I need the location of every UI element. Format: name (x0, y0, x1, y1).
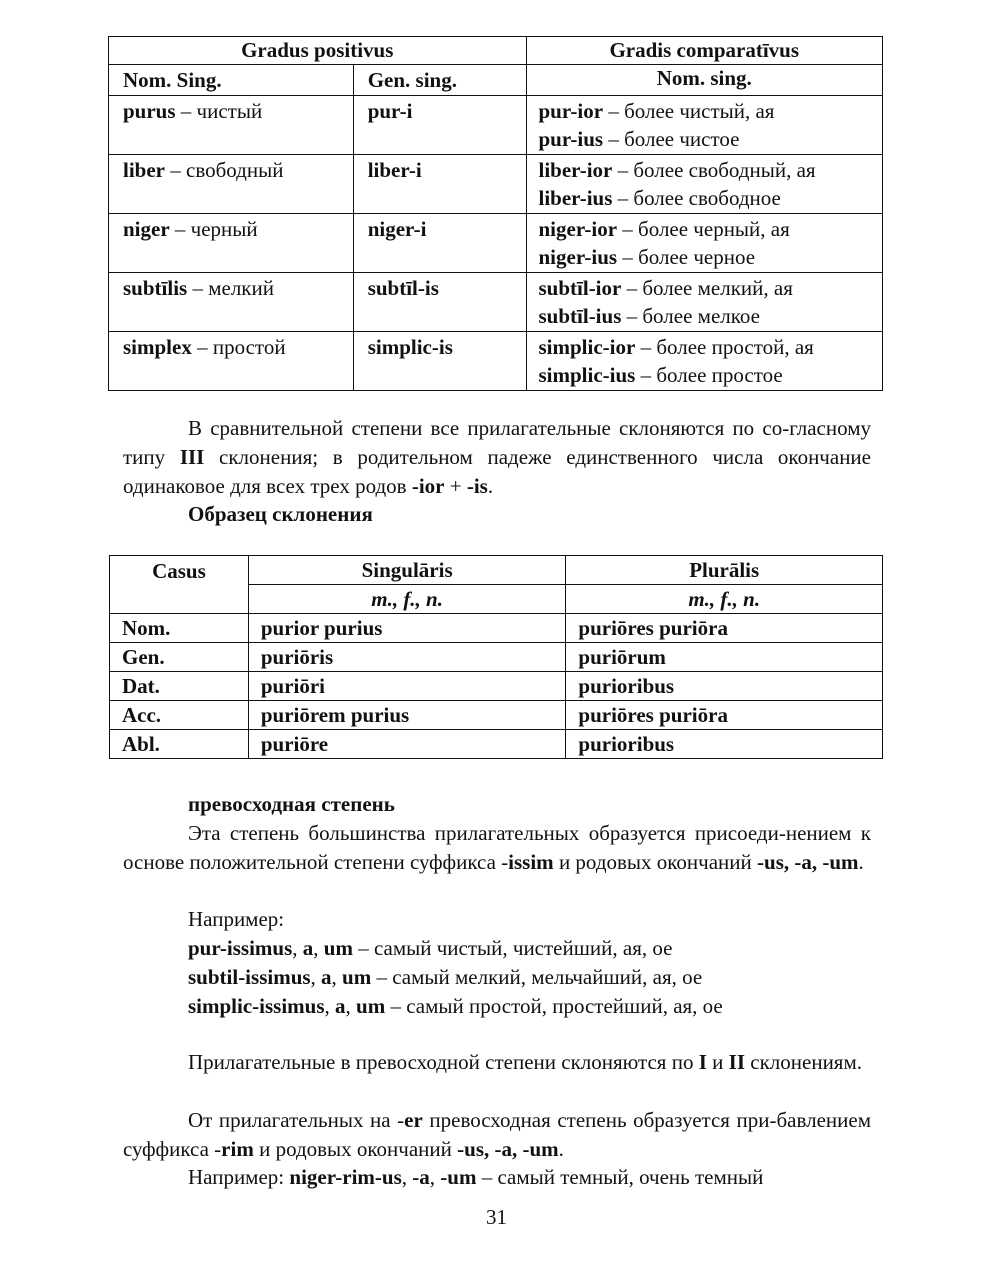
superlative-heading: превосходная степень (188, 792, 395, 816)
comp-neut-rus: – более черное (617, 245, 756, 269)
col-pluralis: Plurālis (566, 556, 883, 585)
comp-neut: simplic-ius (538, 363, 636, 387)
header-positive: Gradus positivus (109, 37, 527, 65)
table-row (110, 614, 883, 643)
latin-word: simplex (123, 335, 192, 359)
text: склонениям. (745, 1050, 863, 1074)
cell-genitive: niger-i (353, 214, 526, 273)
latin-word: niger (123, 217, 170, 241)
comp-neut-rus: – более мелкое (621, 304, 760, 328)
text: и родовых окончаний (253, 1137, 458, 1161)
table-row (110, 701, 883, 730)
gender-plural: m., f., n. (566, 585, 883, 614)
separator: , (331, 965, 343, 989)
text: Эта степень большинства прилагательных образуется присоеди-нением к основе положительной степени суффикса - (123, 821, 871, 874)
comp-masc: pur-ior (538, 99, 604, 123)
gender-singular: m., f., n. (248, 585, 566, 614)
bold-text: -um (440, 1165, 477, 1189)
comp-neut: subtīl-ius (538, 304, 622, 328)
comp-neut: niger-ius (538, 245, 618, 269)
example-line (188, 934, 672, 963)
translation: – свободный (165, 158, 284, 182)
bold-text: rim (221, 1137, 254, 1161)
translation: – самый простой, простейший, ая, ое (385, 994, 723, 1018)
example-line (188, 992, 723, 1021)
text: , (429, 1165, 441, 1189)
bold-text: niger-rim-us (289, 1165, 402, 1189)
plural-form: purioribus (566, 730, 883, 759)
col-comp-nom: Nom. sing. (526, 65, 883, 96)
text: превосходная степень образуется при-бавлением суффикса - (123, 1108, 871, 1161)
latin-word: simplic-issimus (188, 994, 325, 1018)
translation: – самый чистый, чистейший, ая, ое (352, 936, 673, 960)
text: склонения; в родительном падеже единственного числа окончание одинаковое для всех трех родов (123, 445, 871, 498)
cell-comparative (526, 214, 883, 273)
table-row (109, 332, 883, 391)
text: – самый темный, очень темный (476, 1165, 764, 1189)
translation: – самый мелкий, мельчайший, ая, ое (371, 965, 703, 989)
text: От прилагательных на - (188, 1108, 405, 1132)
col-casus: Casus (110, 556, 249, 614)
bold-text: -ior (411, 474, 445, 498)
table-row (110, 672, 883, 701)
ending: a (335, 994, 346, 1018)
table-row (109, 155, 883, 214)
separator: , (310, 965, 322, 989)
comp-masc-rus: – более чистый, ая (603, 99, 775, 123)
comp-masc: simplic-ior (538, 335, 636, 359)
ending: um (323, 936, 353, 960)
singular-form: puriōrem purius (248, 701, 566, 730)
translation: – чистый (175, 99, 263, 123)
bold-text: III (179, 445, 205, 469)
plural-form: puriōres puriōra (566, 701, 883, 730)
cell-genitive: subtīl-is (353, 273, 526, 332)
cell-positive (109, 96, 354, 155)
case-name: Acc. (110, 701, 249, 730)
plural-form: puriōrum (566, 643, 883, 672)
text: . (487, 474, 494, 498)
cell-positive (109, 155, 354, 214)
table-row (110, 643, 883, 672)
text: и (706, 1050, 729, 1074)
comp-neut-rus: – более свободное (612, 186, 781, 210)
latin-word: purus (123, 99, 176, 123)
latin-word: subtil-issimus (188, 965, 311, 989)
bold-text: -us, -a, -um (457, 1137, 559, 1161)
cell-positive (109, 214, 354, 273)
comp-masc-rus: – более мелкий, ая (621, 276, 793, 300)
comp-masc: subtīl-ior (538, 276, 622, 300)
comp-masc-rus: – более свободный, ая (612, 158, 816, 182)
bold-text: -us, -a, -um (757, 850, 859, 874)
cell-genitive: liber-i (353, 155, 526, 214)
bold-text: er (404, 1108, 423, 1132)
cell-genitive: simplic-is (353, 332, 526, 391)
text: . (858, 850, 864, 874)
col-gen: Gen. sing. (353, 65, 526, 96)
plural-form: purioribus (566, 672, 883, 701)
bold-text: I (698, 1050, 707, 1074)
case-name: Nom. (110, 614, 249, 643)
paragraph-superlative-declension (123, 1048, 871, 1077)
comp-masc-rus: – более черный, ая (617, 217, 790, 241)
comp-masc: liber-ior (538, 158, 613, 182)
example-line (188, 963, 702, 992)
table-row (109, 214, 883, 273)
cell-comparative (526, 273, 883, 332)
table-subheader-row (109, 65, 883, 96)
cell-genitive: pur-i (353, 96, 526, 155)
text: В сравнительной степени все прилагательные склоняются по со-гласному типу (123, 416, 871, 469)
plural-form: puriōres puriōra (566, 614, 883, 643)
separator: , (324, 994, 336, 1018)
comp-masc-rus: – более простой, ая (635, 335, 814, 359)
table-header-row (110, 556, 883, 585)
cell-positive (109, 273, 354, 332)
text: . (558, 1137, 564, 1161)
example-niger (188, 1163, 763, 1192)
bold-text: -a (412, 1165, 430, 1189)
text: , (401, 1165, 413, 1189)
bold-text: issim (508, 850, 554, 874)
latin-word: liber (123, 158, 165, 182)
cell-comparative (526, 96, 883, 155)
col-singularis: Singulāris (248, 556, 566, 585)
comp-neut: liber-ius (538, 186, 613, 210)
translation: – черный (169, 217, 258, 241)
translation: – мелкий (187, 276, 274, 300)
declension-table (109, 555, 883, 759)
latin-word: subtīlis (123, 276, 188, 300)
ending: um (356, 994, 386, 1018)
paragraph-comparative-declension (123, 414, 871, 501)
comp-neut-rus: – более простое (635, 363, 783, 387)
separator: , (313, 936, 324, 960)
ending: um (342, 965, 372, 989)
text: Например: (188, 1165, 290, 1189)
bold-text: II (728, 1050, 746, 1074)
text: и родовых окончаний (553, 850, 758, 874)
page-number: 31 (486, 1205, 507, 1229)
cell-comparative (526, 155, 883, 214)
case-name: Gen. (110, 643, 249, 672)
cell-comparative (526, 332, 883, 391)
table-row (109, 96, 883, 155)
case-name: Abl. (110, 730, 249, 759)
separator: , (345, 994, 357, 1018)
example-label: Например: (188, 907, 285, 931)
table-row (109, 273, 883, 332)
cell-positive (109, 332, 354, 391)
text: Прилагательные в превосходной степени склоняются по (188, 1050, 699, 1074)
paragraph-er-adjectives (123, 1106, 871, 1164)
singular-form: puriōris (248, 643, 566, 672)
ending: a (302, 936, 314, 960)
header-comparative: Gradis comparatīvus (526, 37, 883, 65)
separator: , (292, 936, 303, 960)
comp-neut-rus: – более чистое (603, 127, 740, 151)
comp-masc: niger-ior (538, 217, 618, 241)
comparative-table (108, 36, 883, 391)
text: + (444, 474, 467, 498)
table-header-row (109, 37, 883, 65)
col-nom: Nom. Sing. (109, 65, 354, 96)
translation: – простой (191, 335, 286, 359)
latin-word: pur-issimus (188, 936, 293, 960)
paragraph-superlative (123, 819, 871, 877)
singular-form: puriōri (248, 672, 566, 701)
singular-form: purior purius (248, 614, 566, 643)
case-name: Dat. (110, 672, 249, 701)
table-row (110, 730, 883, 759)
singular-form: puriōre (248, 730, 566, 759)
bold-text: -is (466, 474, 488, 498)
sample-heading: Образец склонения (188, 502, 373, 526)
comp-neut: pur-ius (538, 127, 604, 151)
ending: a (321, 965, 332, 989)
